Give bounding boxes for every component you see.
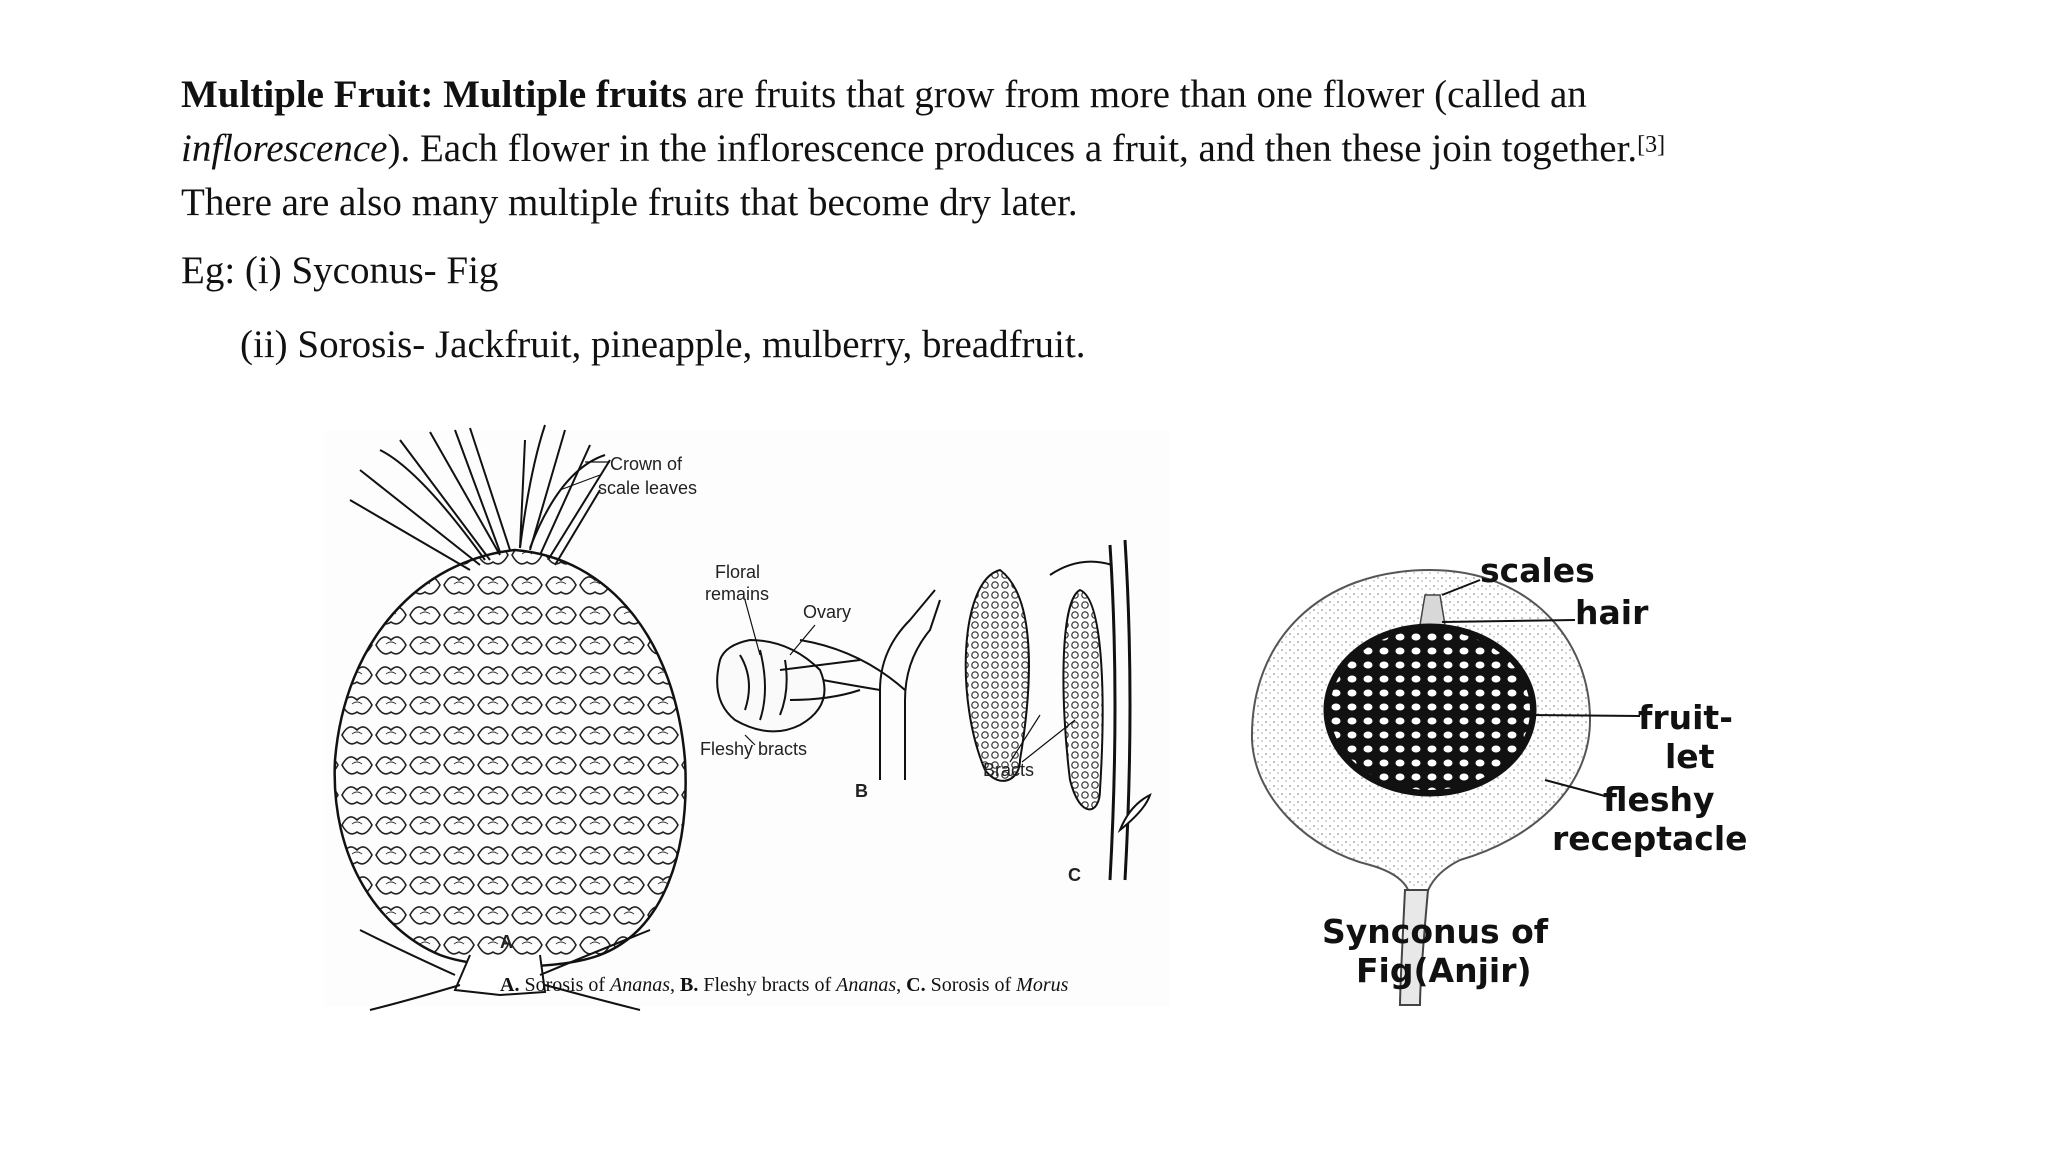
caption-a-text: Sorosis of (519, 974, 611, 996)
caption-b-genus: Ananas (836, 974, 897, 996)
label-a: A (500, 932, 513, 952)
fig-title-line1: Synconus of (1322, 912, 1549, 951)
label-b: B (855, 781, 868, 801)
fig-title-line2: Fig(Anjir) (1356, 951, 1532, 990)
caption-c-genus: Morus (1016, 974, 1069, 996)
label-ovary: Ovary (803, 602, 852, 622)
caption-a-marker: A. (500, 974, 520, 996)
text-part-1: are fruits that grow from more than one flower (called an (686, 73, 1587, 116)
label-scales: scales (1480, 551, 1595, 590)
term-label: Multiple Fruit: (181, 73, 434, 116)
text-part-2: ). Each flower in the inflorescence produces a fruit, and then these join together. (387, 127, 1638, 170)
caption-b-text: Fleshy bracts of (698, 974, 837, 996)
text-part-3: There are also many multiple fruits that become dry later. (181, 181, 1078, 224)
caption-c-text: Sorosis of (925, 974, 1017, 996)
label-let: let (1665, 737, 1715, 776)
caption-sep-2: , (896, 974, 907, 996)
example-line-2: (ii) Sorosis- Jackfruit, pineapple, mulberry, breadfruit. (240, 323, 1086, 366)
caption-a-genus: Ananas (610, 974, 671, 996)
label-receptacle: receptacle (1552, 819, 1748, 858)
label-fleshy: fleshy (1603, 780, 1715, 819)
label-bracts: Bracts (983, 760, 1035, 780)
caption-b-marker: B. (680, 974, 699, 996)
label-fruit: fruit- (1638, 698, 1733, 737)
label-c: C (1068, 865, 1081, 885)
label-hair: hair (1575, 593, 1649, 632)
label-fleshy-bracts: Fleshy bracts (700, 739, 808, 759)
label-floral-line1: Floral (715, 562, 761, 582)
example-line-1: Eg: (i) Syconus- Fig (181, 249, 499, 292)
term-plural: Multiple fruits (443, 73, 687, 116)
label-crown-line1: Crown of (610, 454, 683, 474)
caption-sep-1: , (670, 974, 681, 996)
label-floral-line2: remains (705, 584, 770, 604)
reference-mark: [3] (1637, 132, 1666, 158)
label-crown-line2: scale leaves (598, 478, 698, 498)
italic-term: inflorescence (181, 127, 388, 170)
caption-c-marker: C. (906, 974, 926, 996)
